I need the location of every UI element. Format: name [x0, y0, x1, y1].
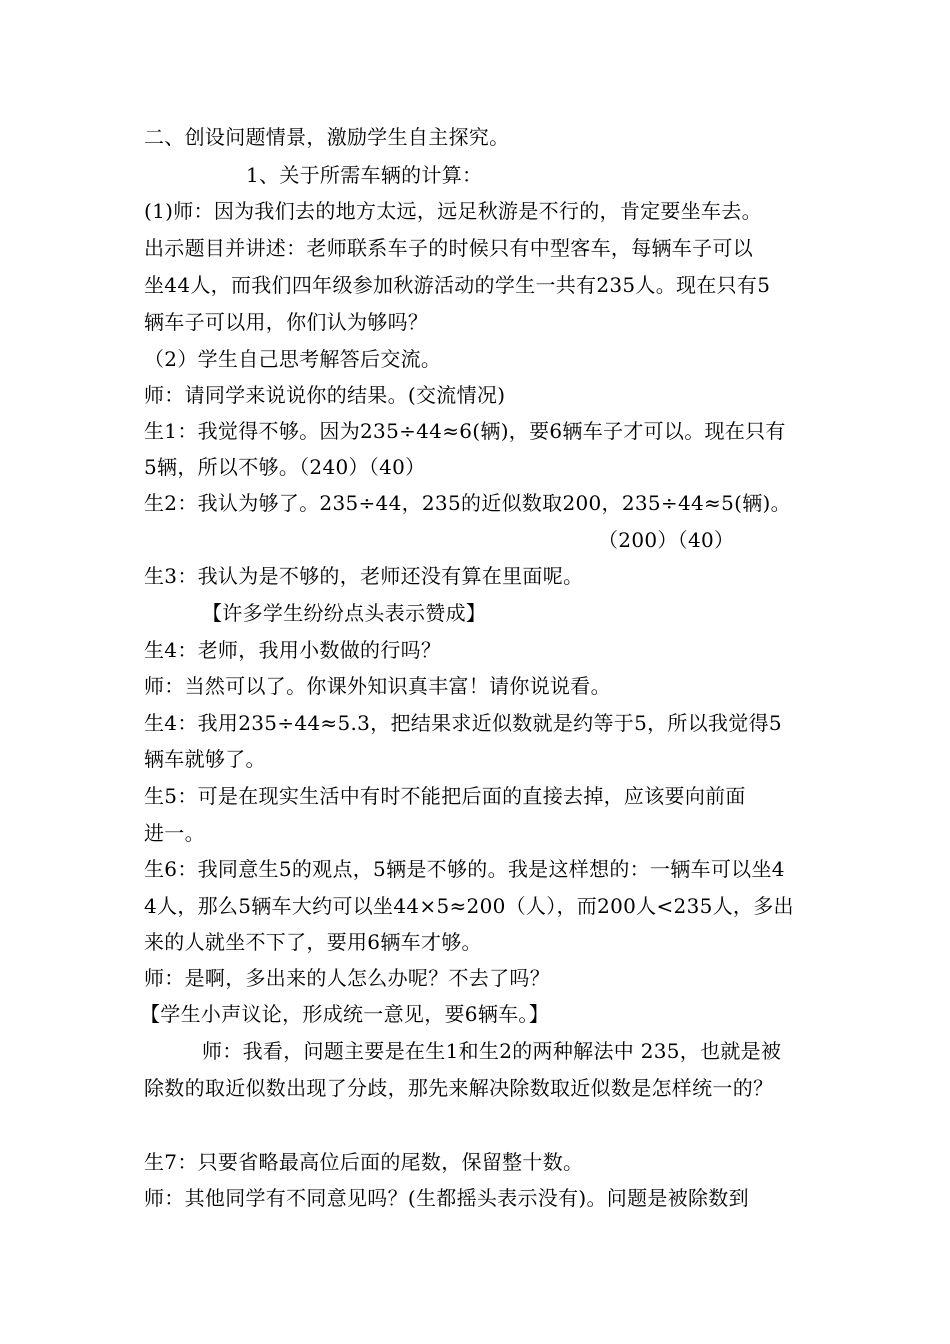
text-line-annotation: （200）（40）	[598, 528, 735, 552]
text-line: （2）学生自己思考解答后交流。	[144, 347, 442, 371]
text-line: 来的人就坐不下了，要用6辆车才够。	[144, 930, 482, 954]
text-line: 除数的取近似数出现了分歧，那先来解决除数取近似数是怎样统一的？	[144, 1076, 774, 1100]
text-line: 生5：可是在现实生活中有时不能把后面的直接去掉，应该要向前面	[144, 784, 746, 808]
text-line: 生2：我认为够了。235÷44，235的近似数取200，235÷44≈5(辆)。	[144, 491, 791, 515]
text-line: 生4：老师，我用小数做的行吗？	[144, 638, 442, 662]
text-line: 辆车子可以用，你们认为够吗？	[144, 310, 429, 334]
section-heading: 二、创设问题情景，激励学生自主探究。	[144, 125, 510, 149]
text-line: 生6：我同意生5的观点，5辆是不够的。我是这样想的：一辆车可以坐4	[144, 857, 785, 881]
subsection-heading: 1、关于所需车辆的计算：	[246, 163, 483, 187]
text-line: (1)师：因为我们去的地方太远，远足秋游是不行的，肯定要坐车去。	[144, 199, 762, 223]
text-line: 出示题目并讲述：老师联系车子的时候只有中型客车，每辆车子可以	[144, 236, 753, 260]
text-line: 生4：我用235÷44≈5.3，把结果求近似数就是约等于5，所以我觉得5	[144, 711, 782, 735]
stage-direction: 【学生小声议论，形成统一意见，要6辆车。】	[140, 1002, 550, 1026]
text-line: 坐44人，而我们四年级参加秋游活动的学生一共有235人。现在只有5	[144, 273, 771, 297]
text-line: 5辆，所以不够。（240）（40）	[144, 455, 426, 479]
text-line: 师：请同学来说说你的结果。(交流情况)	[144, 383, 506, 407]
text-line: 生1：我觉得不够。因为235÷44≈6(辆)，要6辆车子才可以。现在只有	[144, 419, 786, 443]
text-line: 4人，那么5辆车大约可以坐44×5≈200（人），而200人<235人，多出	[144, 894, 794, 918]
text-line: 师：是啊，多出来的人怎么办呢？不去了吗？	[144, 966, 550, 990]
text-line: 生3：我认为是不够的，老师还没有算在里面呢。	[144, 564, 584, 588]
text-line: 生7：只要省略最高位后面的尾数，保留整十数。	[144, 1150, 584, 1174]
text-line: 辆车就够了。	[144, 747, 266, 771]
text-line: 师：当然可以了。你课外知识真丰富！请你说说看。	[144, 674, 611, 698]
text-line: 师：其他同学有不同意见吗？(生都摇头表示没有)。问题是被除数到	[144, 1186, 749, 1210]
stage-direction: 【许多学生纷纷点头表示赞成】	[202, 601, 487, 625]
text-line: 进一。	[144, 821, 205, 845]
text-line: 师：我看，问题主要是在生1和生2的两种解法中 235，也就是被	[202, 1039, 782, 1063]
